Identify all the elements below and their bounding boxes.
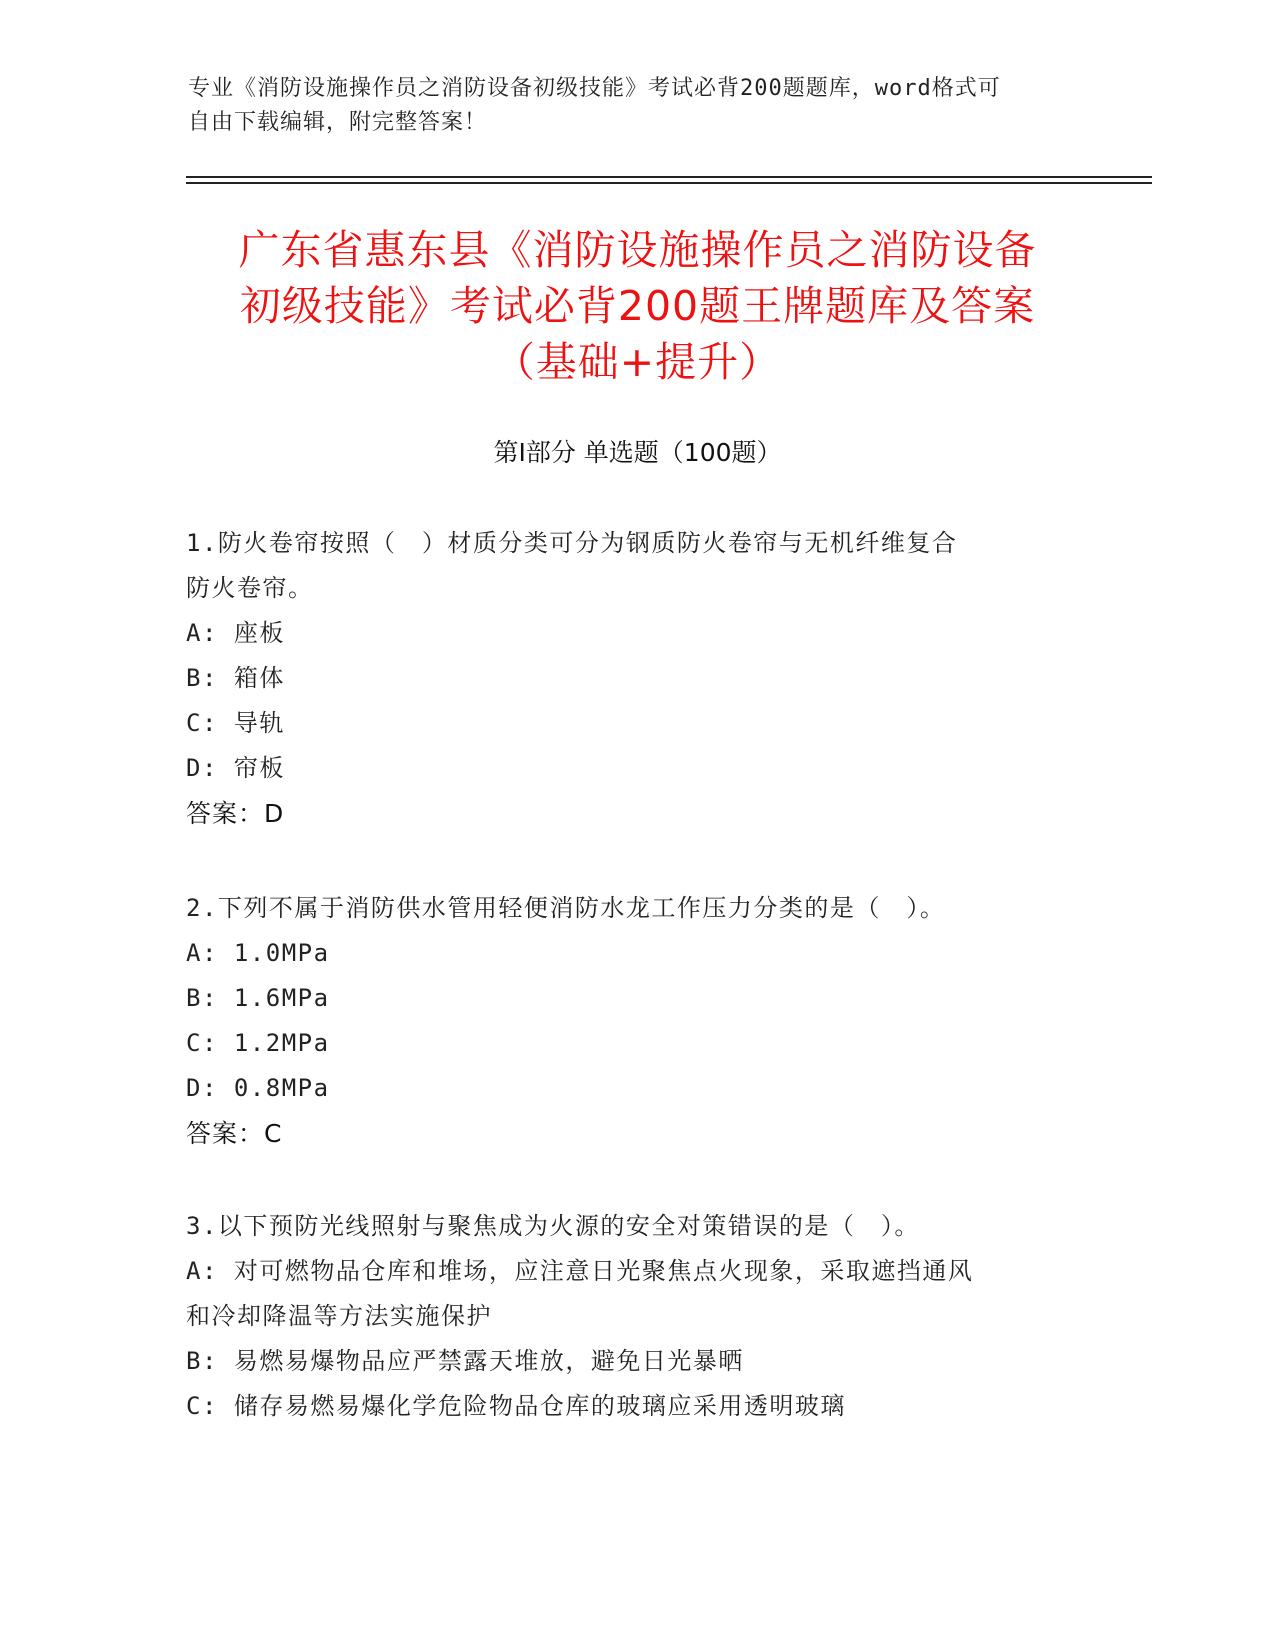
title-line-1: 广东省惠东县《消防设施操作员之消防设备 xyxy=(238,226,1037,274)
option-a-continued: 和冷却降温等方法实施保护 xyxy=(186,1302,492,1330)
document-title xyxy=(180,222,1095,390)
title-line-3: （基础+提升） xyxy=(493,338,782,386)
question-3 xyxy=(186,1204,1066,1429)
header-note-line-1: 专业《消防设施操作员之消防设备初级技能》考试必背200题题库，word格式可 xyxy=(188,76,1001,101)
question-stem-continued: 防火卷帘。 xyxy=(186,574,314,602)
header-divider-top xyxy=(186,176,1152,178)
question-stem: 1.防火卷帘按照（ ）材质分类可分为钢质防火卷帘与无机纤维复合 xyxy=(186,529,958,557)
option-a: A: 座板 xyxy=(186,619,285,647)
option-c: C: 储存易燃易爆化学危险物品仓库的玻璃应采用透明玻璃 xyxy=(186,1392,846,1420)
option-b: B: 1.6MPa xyxy=(186,984,330,1012)
question-1 xyxy=(186,521,1066,836)
option-c: C: 导轨 xyxy=(186,709,285,737)
document-header-note xyxy=(188,72,1068,140)
option-c: C: 1.2MPa xyxy=(186,1029,330,1057)
section-title: 第Ⅰ部分 单选题（100题） xyxy=(493,438,782,467)
question-2 xyxy=(186,886,1066,1156)
option-a: A: 1.0MPa xyxy=(186,939,330,967)
question-stem: 3.以下预防光线照射与聚焦成为火源的安全对策错误的是（ ）。 xyxy=(186,1212,920,1240)
option-a: A: 对可燃物品仓库和堆场，应注意日光聚焦点火现象，采取遮挡通风 xyxy=(186,1257,974,1285)
option-d: D: 0.8MPa xyxy=(186,1074,330,1102)
question-stem: 2.下列不属于消防供水管用轻便消防水龙工作压力分类的是（ ）。 xyxy=(186,894,946,922)
header-note-line-2: 自由下载编辑，附完整答案！ xyxy=(188,110,488,135)
answer: 答案：C xyxy=(186,1119,283,1148)
option-d: D: 帘板 xyxy=(186,754,285,782)
option-b: B: 易燃易爆物品应严禁露天堆放，避免日光暴晒 xyxy=(186,1347,744,1375)
title-line-2: 初级技能》考试必背200题王牌题库及答案 xyxy=(239,282,1036,330)
option-b: B: 箱体 xyxy=(186,664,285,692)
answer: 答案：D xyxy=(186,799,285,828)
header-divider-bottom xyxy=(186,182,1152,184)
